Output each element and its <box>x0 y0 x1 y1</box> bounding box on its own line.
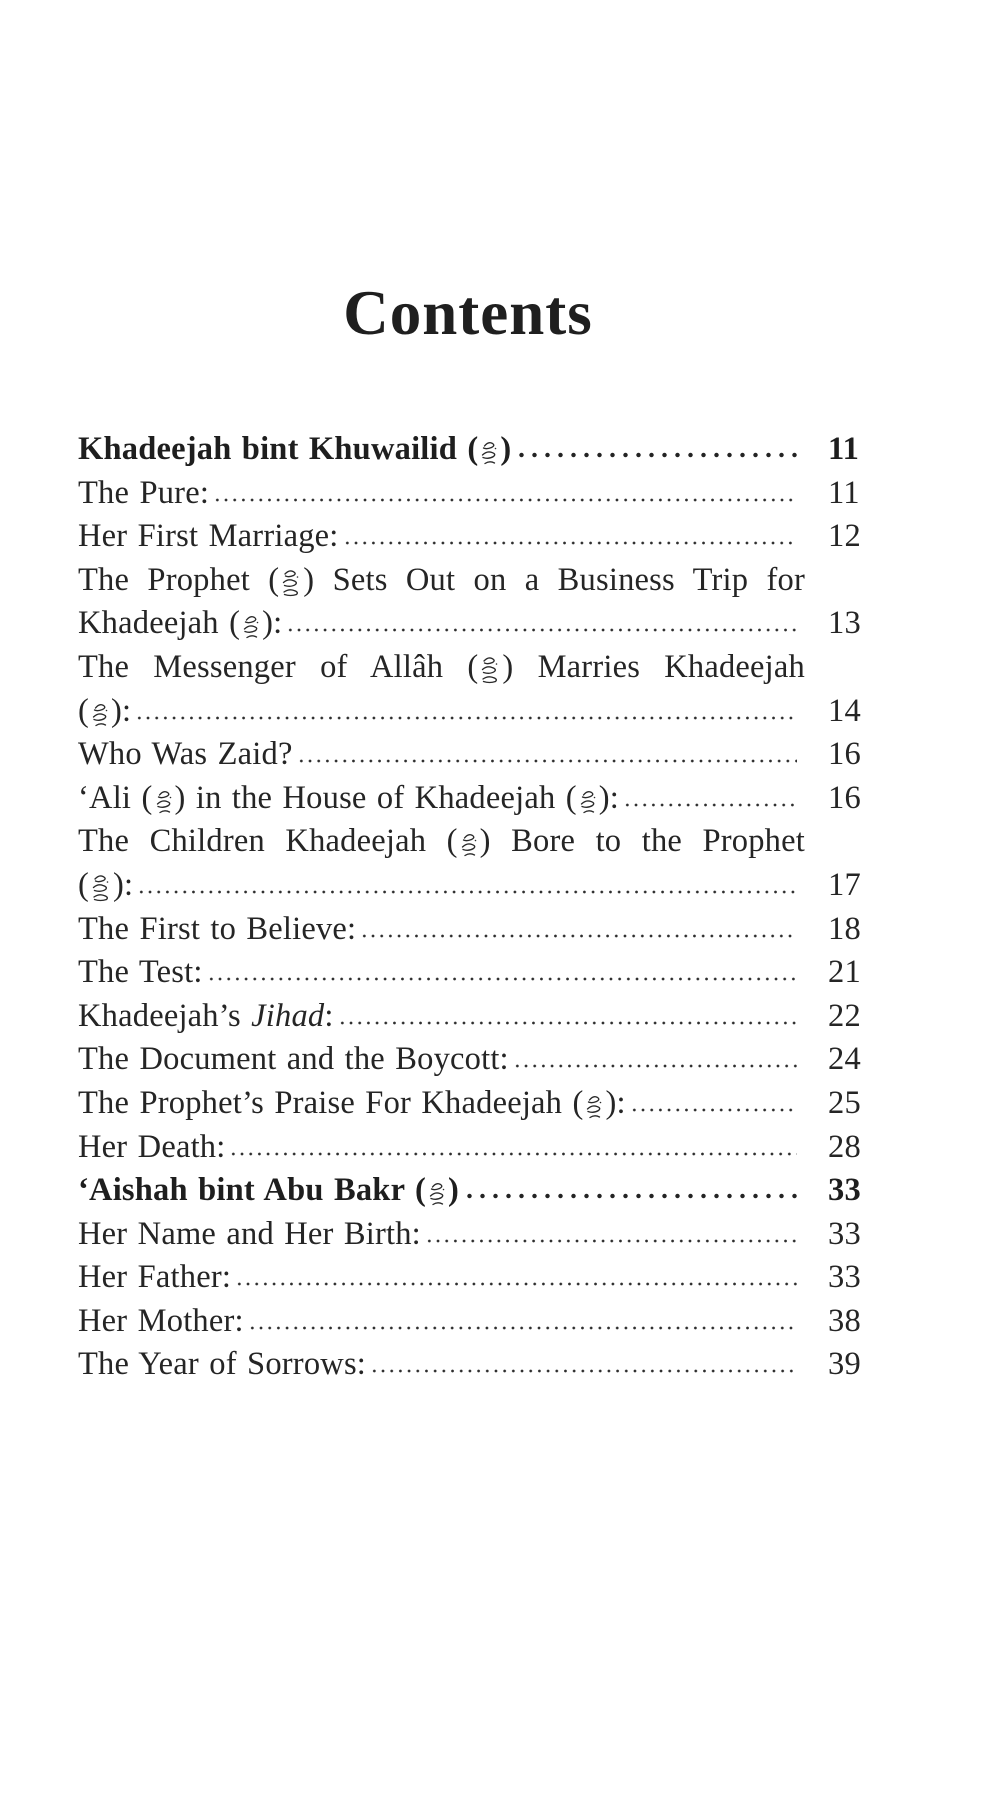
dots-leader <box>338 1020 797 1026</box>
dots-leader <box>630 1107 797 1113</box>
page-number: 25 <box>828 1084 861 1121</box>
page-number: 28 <box>828 1128 861 1165</box>
dots-leader <box>213 497 797 503</box>
page-number: 17 <box>828 866 861 903</box>
label-text: Khadeejah bint Khuwailid ( <box>78 431 479 467</box>
saw-honorific-icon <box>279 562 303 598</box>
dots-leader <box>515 451 797 459</box>
toc-row <box>78 1126 861 1170</box>
toc-row <box>78 995 861 1039</box>
dots-leader <box>343 540 797 546</box>
toc-entry-label <box>78 777 805 821</box>
toc-row <box>78 951 861 995</box>
toc-row <box>78 1038 861 1082</box>
dots-leader <box>235 1281 797 1287</box>
toc-entry-label <box>78 1300 805 1344</box>
toc-row <box>78 1169 861 1213</box>
toc-entry-label <box>78 951 805 995</box>
page-number: 18 <box>828 910 861 947</box>
label-text: ( <box>78 692 90 729</box>
toc-entry-text <box>78 864 133 908</box>
toc-row <box>78 733 861 777</box>
toc-entry-label <box>78 646 805 690</box>
dots-leader <box>425 1238 797 1244</box>
label-text: ): <box>598 779 620 816</box>
label-text: ) in the House of Khadeejah ( <box>174 779 577 816</box>
toc-entry-text <box>78 1126 225 1170</box>
label-text: ): <box>262 605 283 642</box>
toc-row <box>78 559 858 603</box>
toc-entry-label <box>78 1169 805 1213</box>
ra-honorific-icon <box>240 605 262 641</box>
toc-entry-text <box>78 515 339 559</box>
label-text: ) Bore to the Prophet <box>479 823 805 860</box>
label-text: The Year of Sorrows: <box>78 1346 367 1383</box>
page-number: 11 <box>828 431 860 467</box>
toc-entry-text <box>78 1169 459 1213</box>
label-text: ) Marries Khadeejah <box>502 648 805 685</box>
toc-entry-label <box>78 1343 805 1387</box>
label-text: The Messenger of Allâh ( <box>78 648 479 685</box>
label-text: Her First Marriage: <box>78 518 339 555</box>
toc-entry-text <box>78 602 282 646</box>
toc-row <box>78 777 861 821</box>
toc-entry-text <box>78 1082 626 1126</box>
page-title: Contents <box>343 278 593 348</box>
dots-leader <box>623 802 797 808</box>
dots-leader <box>229 1151 797 1157</box>
toc-row <box>78 1343 861 1387</box>
toc-entry-label <box>78 1126 805 1170</box>
label-text: The Test: <box>78 954 203 991</box>
page-number: 24 <box>828 1041 861 1078</box>
dots-leader <box>135 715 797 721</box>
toc-entry-label <box>78 820 805 864</box>
toc-row <box>78 908 861 952</box>
label-text: ) <box>500 431 512 467</box>
italic-term: Jihad <box>251 997 325 1034</box>
book-page <box>0 278 1000 1800</box>
label-text: Her Father: <box>78 1259 232 1296</box>
label-text: The Document and the Boycott: <box>78 1041 509 1078</box>
toc-entry-text <box>78 733 293 777</box>
dots-leader <box>297 758 797 764</box>
dots-leader <box>513 1063 797 1069</box>
toc-entry-label <box>78 515 805 559</box>
toc-entry-label <box>78 864 805 908</box>
toc-entry-text <box>78 908 356 952</box>
page-number: 11 <box>828 474 860 511</box>
toc-row <box>78 1300 861 1344</box>
toc-entry-label <box>78 1038 805 1082</box>
dots-leader <box>463 1192 797 1200</box>
toc-entry-label <box>78 1082 805 1126</box>
toc-entry-label <box>78 1256 805 1300</box>
label-text: The Prophet’s Praise For Khadeejah ( <box>78 1084 584 1121</box>
toc-list <box>78 428 861 1387</box>
toc-row <box>78 690 861 734</box>
toc-entry-label <box>78 559 805 603</box>
label-text: Who Was Zaid? <box>78 736 293 773</box>
toc-entry-label <box>78 1213 805 1257</box>
label-text: ) <box>447 1172 459 1209</box>
page-number: 14 <box>828 692 861 729</box>
saw-honorific-icon <box>478 649 502 685</box>
toc-entry-text <box>78 1256 231 1300</box>
label-text: ( <box>78 866 90 903</box>
label-text: ): <box>113 866 134 903</box>
toc-entry-text <box>78 1213 421 1257</box>
toc-entry-text <box>78 951 203 995</box>
toc-entry-text <box>78 1343 366 1387</box>
label-text: The Prophet ( <box>78 561 280 598</box>
label-text: Khadeejah’s <box>78 997 252 1034</box>
label-text: ‘Ali ( <box>78 779 153 816</box>
page-number: 12 <box>828 518 861 555</box>
toc-entry-text <box>78 1038 509 1082</box>
label-text: The First to Believe: <box>78 910 357 947</box>
page-number: 33 <box>828 1172 861 1209</box>
toc-entry-text <box>78 1300 244 1344</box>
toc-row <box>78 1082 861 1126</box>
label-text: The Children Khadeejah ( <box>78 823 458 860</box>
label-text: Her Death: <box>78 1128 226 1165</box>
dots-leader <box>248 1325 797 1331</box>
page-number: 13 <box>828 605 861 642</box>
ra-honorific-icon <box>89 693 111 729</box>
label-text: Khadeejah ( <box>78 605 241 642</box>
ra-honorific-icon <box>478 431 500 467</box>
toc-row <box>78 646 858 690</box>
ra-honorific-icon <box>577 780 599 816</box>
toc-row <box>78 1213 861 1257</box>
label-text: : <box>324 997 334 1034</box>
toc-entry-label <box>78 690 805 734</box>
toc-entry-text <box>78 649 805 685</box>
label-text: Her Name and Her Birth: <box>78 1215 421 1252</box>
dots-leader <box>207 976 797 982</box>
toc-entry-label <box>78 733 805 777</box>
toc-row <box>78 1256 861 1300</box>
toc-entry-text <box>78 428 511 472</box>
page-number: 16 <box>828 779 861 816</box>
toc-row <box>78 820 858 864</box>
toc-entry-text <box>78 690 131 734</box>
dots-leader <box>137 889 797 895</box>
page-number: 33 <box>828 1259 861 1296</box>
page-number: 39 <box>828 1346 861 1383</box>
page-number: 22 <box>828 997 861 1034</box>
saw-honorific-icon <box>89 867 113 903</box>
dots-leader <box>360 933 797 939</box>
page-number: 21 <box>828 954 861 991</box>
dots-leader <box>370 1368 797 1374</box>
toc-entry-label <box>78 472 805 516</box>
toc-entry-text <box>78 562 805 598</box>
toc-entry-text <box>78 995 334 1039</box>
label-text: Her Mother: <box>78 1302 244 1339</box>
toc-row <box>78 472 858 516</box>
toc-row <box>78 602 861 646</box>
toc-entry-label <box>78 908 805 952</box>
label-text: The Pure: <box>78 474 210 511</box>
toc-entry-text <box>78 472 209 516</box>
toc-entry-label <box>78 995 805 1039</box>
toc-row <box>78 515 861 559</box>
ra-honorific-icon <box>153 780 175 816</box>
toc-entry-text <box>78 823 805 859</box>
page-number: 16 <box>828 736 861 773</box>
ra-honorific-icon <box>583 1085 605 1121</box>
toc-entry-label <box>78 602 805 646</box>
label-text: ‘Aishah bint Abu Bakr ( <box>78 1172 426 1209</box>
toc-entry-text <box>78 777 619 821</box>
toc-row <box>78 864 861 908</box>
ra-honorific-icon <box>458 823 480 859</box>
label-text: ) Sets Out on a Business Trip for <box>303 561 805 598</box>
toc-row <box>78 428 858 472</box>
ra-honorific-icon <box>426 1172 448 1208</box>
label-text: ): <box>605 1084 626 1121</box>
dots-leader <box>286 627 797 633</box>
page-number: 33 <box>828 1215 861 1252</box>
toc-entry-label <box>78 428 805 472</box>
page-number: 38 <box>828 1302 861 1339</box>
label-text: ): <box>111 692 132 729</box>
